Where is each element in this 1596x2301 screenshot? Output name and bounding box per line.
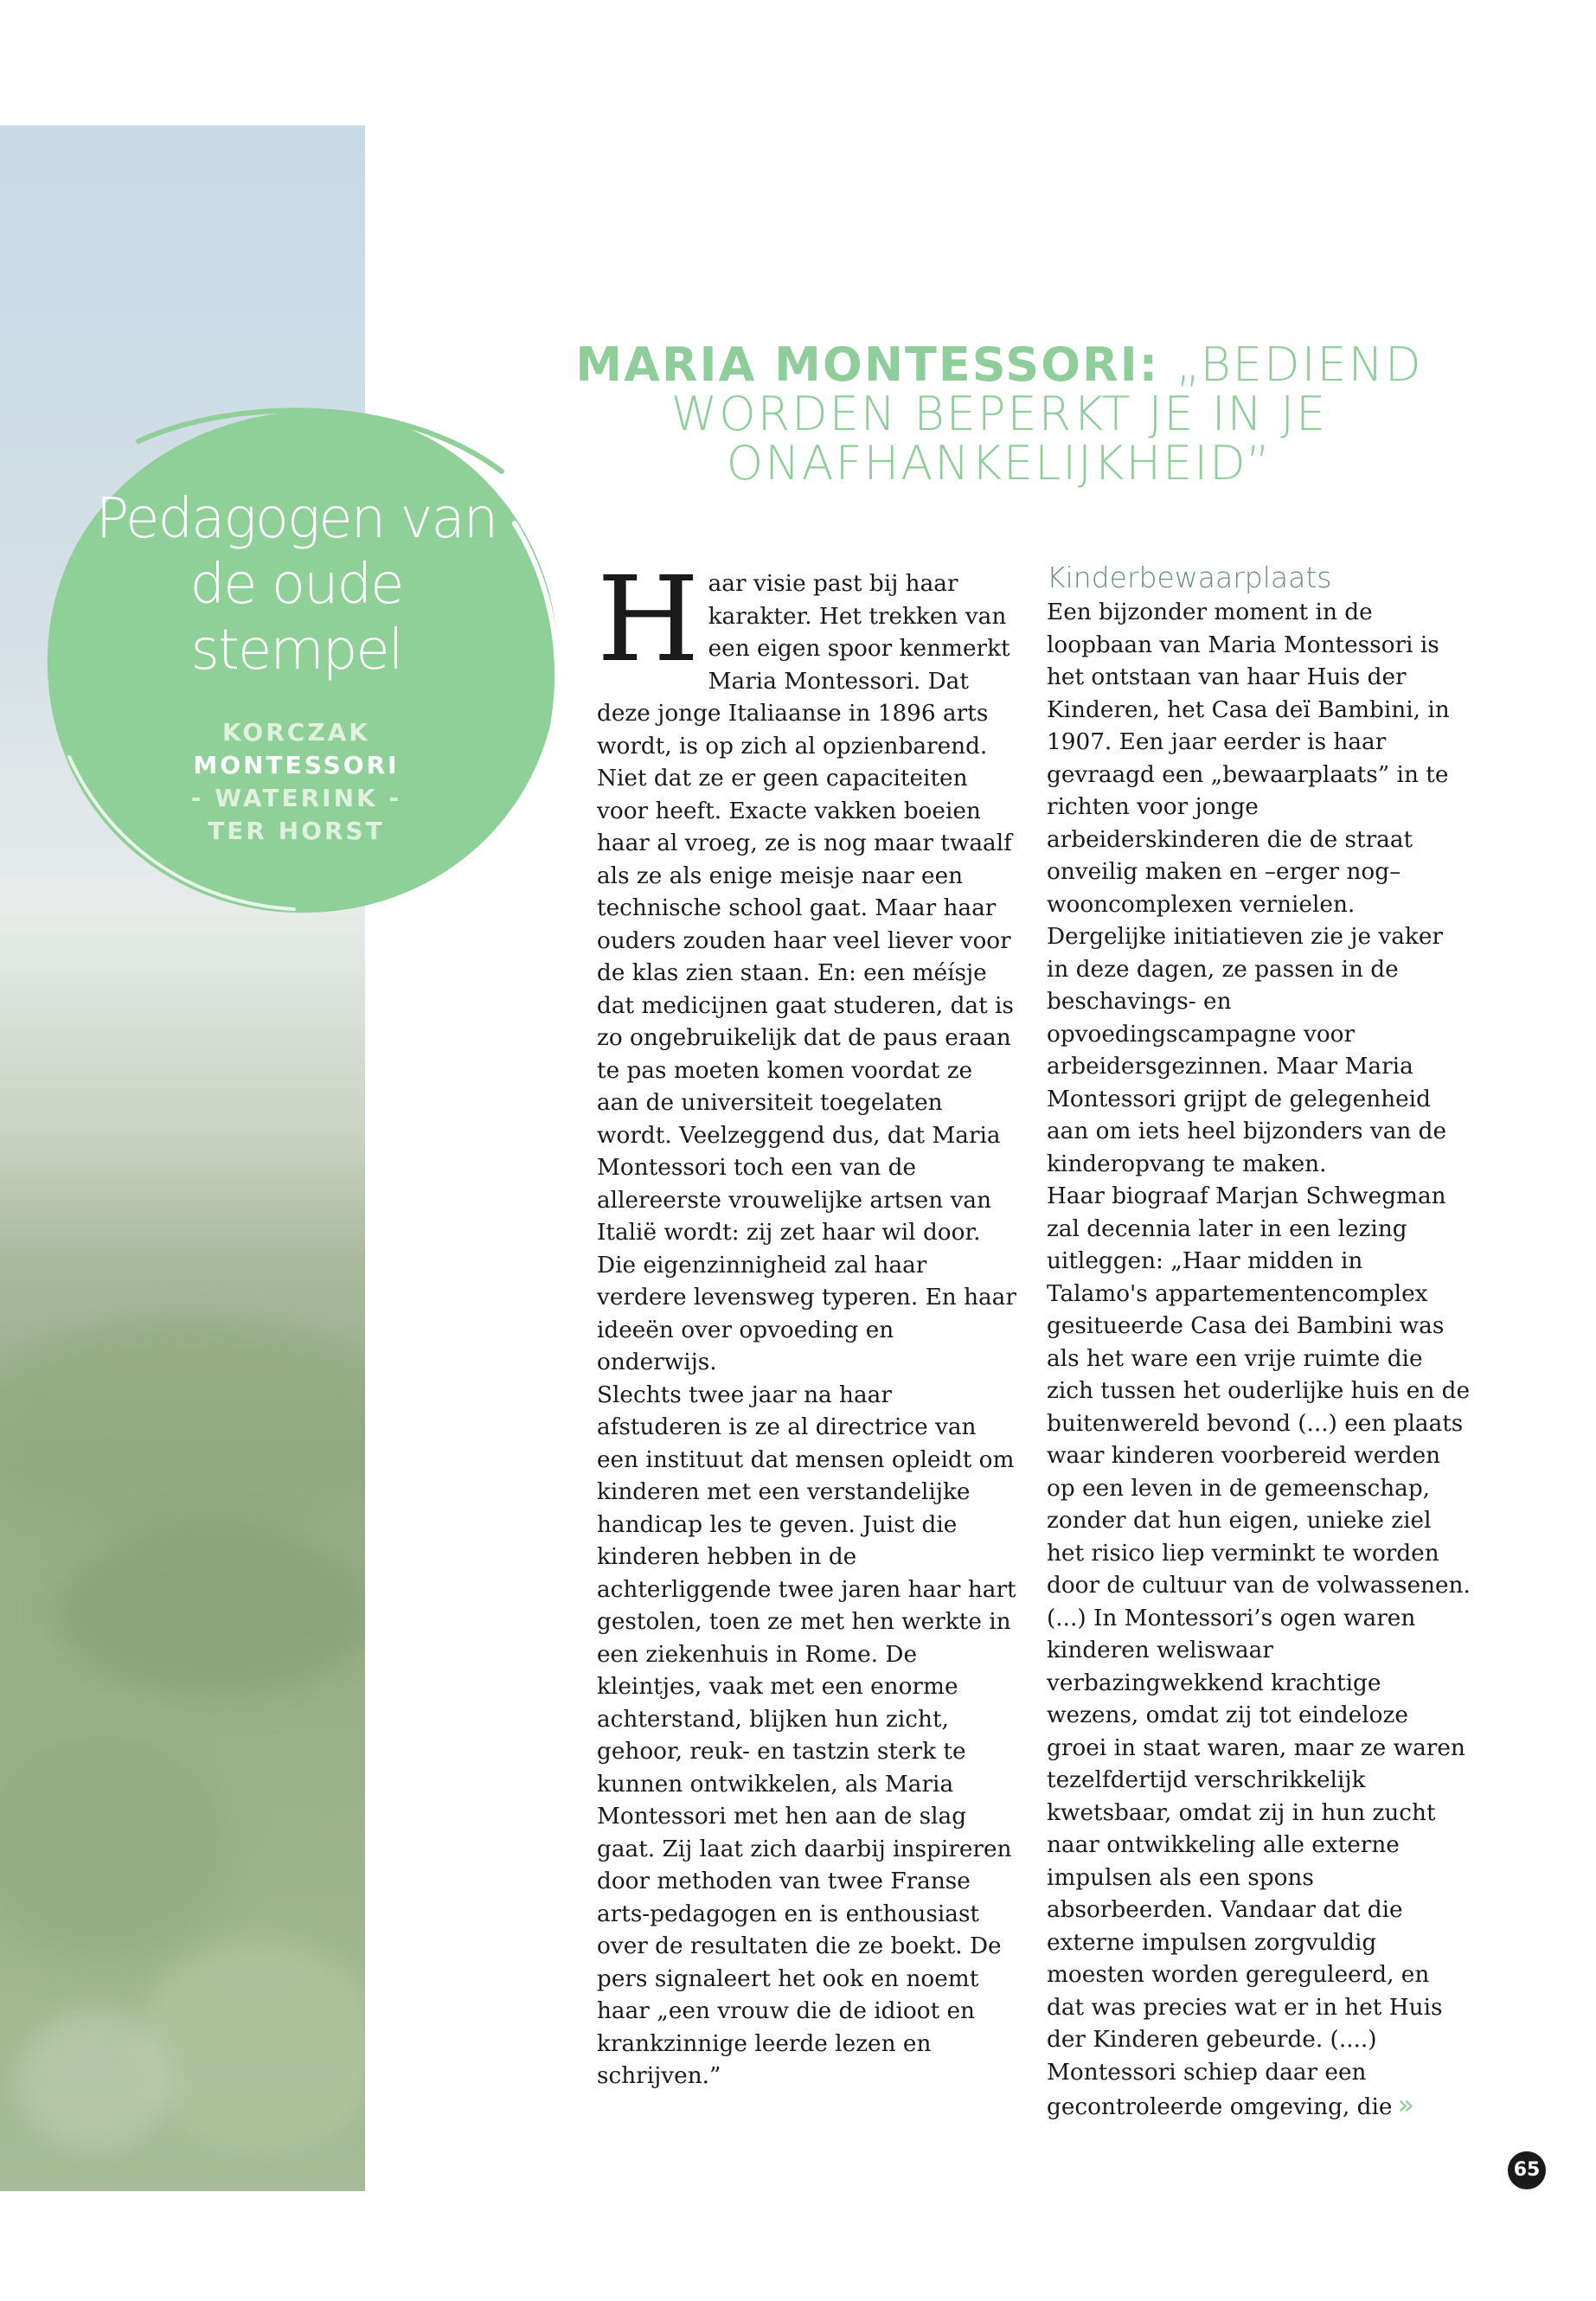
foliage-blob <box>0 1319 365 1544</box>
body-paragraph-text: Haar biograaf Marjan Schwegman zal decennia later in een lezing uitleggen: „Haar midden in Talamo's appartementencomplex gesitueerde Casa dei Bambini was als het ware een vrije ruimte die zich tussen het ouderlijke huis en de buitenwereld bevond (...) een plaats waar kinderen voorbereid werden op een leven in de gemeenschap, zonder dat hun eigen, unieke ziel het risico liep verminkt te worden door de cultuur van de volwassenen. (...) In Montessori’s ogen waren kinderen weliswaar verbazingwekkend krachtige wezens, omdat zij tot eindeloze groei in staat waren, maar ze waren tezelfdertijd verschrikkelijk kwetsbaar, omdat zij in hun zucht naar ontwikkeling alle externe impulsen als een spons absorbeerden. Vandaar dat die externe impulsen zorgvuldig moesten worden gereguleerd, en dat was precies wat er in het Huis der Kinderen gebeurde. (....) Montessori schiep daar een gecontroleerde omgeving, die <box>1047 1183 1471 2120</box>
article-left-column <box>597 552 1016 2093</box>
drop-cap: H <box>597 552 700 689</box>
body-paragraph: Een bijzonder moment in de loopbaan van Maria Montessori is het ontstaan van haar Huis der Kinderen, het Casa deï Bambini, in 1907. Een jaar eerder is haar gevraagd een „bewaarplaats” in te richten voor jonge arbeiderskinderen die de straat onveilig maken en –erger nog– wooncomplexen vernielen. Dergelijke initiatieven zie je vaker in deze dagen, ze passen in de beschavings- en opvoedingscampagne voor arbeidersgezinnen. Maar Maria Montessori grijpt de gelegenheid aan om iets heel bijzonders van de kinderopvang te maken. <box>1047 599 1450 1177</box>
double-chevron-right-icon: » <box>1397 2088 1415 2121</box>
foliage-blob <box>138 1942 365 2150</box>
foliage-blob <box>17 2011 173 2150</box>
foliage-blob <box>52 1527 365 1700</box>
sidebar-name: TER HORST <box>208 817 385 845</box>
body-paragraph: aar visie past bij haar karakter. Het trekken van een eigen spoor kenmerkt Maria Montessori. Dat deze jonge Italiaanse in 1896 arts wordt, is op zich al opzienbarend. Niet dat ze er geen capaciteiten voor heeft. Exacte vakken boeien haar al vroeg, ze is nog maar twaalf als ze als enige meisje naar een technische school gaat. Maar haar ouders zouden haar veel liever voor de klas zien staan. En: een méísje dat medicijnen gaat studeren, dat is zo ongebruikelijk dat de paus eraan te pas moeten komen voordat ze aan de universiteit toegelaten wordt. Veelzeggend dus, dat Maria Montessori toch een van de allereerste vrouwelijke artsen van Italië wordt: zij zet haar wil door. Die eigenzinnigheid zal haar verdere levensweg typeren. En haar ideeën over opvoeding en onderwijs. <box>597 571 1016 1375</box>
foliage-blob <box>0 1734 234 1959</box>
sidebar-name-highlighted: MONTESSORI <box>193 751 400 779</box>
sidebar-title: Pedagogen van de oude stempel <box>95 487 497 683</box>
sidebar-names-list <box>138 716 454 848</box>
article-headline <box>571 337 1427 490</box>
sidebar-name: - WATERINK - <box>190 784 402 812</box>
headline-bold: MARIA MONTESSORI: <box>575 337 1160 392</box>
headline-light: „BEDIEND WORDEN BEPERKT JE IN JE ONAFHANKELIJKHEID” <box>670 337 1423 490</box>
section-subheading: Kinderbewaarplaats <box>1047 561 1332 594</box>
sidebar-name: KORCZAK <box>221 718 371 747</box>
body-paragraph <box>1047 1181 1471 2125</box>
article-right-column <box>1047 559 1471 2125</box>
body-paragraph: Slechts twee jaar na haar afstuderen is ze al directrice van een instituut dat mensen opleidt om kinderen met een verstandelijke handicap les te geven. Juist die kinderen hebben in de achterliggende twee jaren haar hart gestolen, toen ze met hen werkte in een ziekenhuis in Rome. De kleintjes, vaak met een enorme achterstand, blijken hun zicht, gehoor, reuk- en tastzin sterk te kunnen ontwikkelen, als Maria Montessori met hen aan de slag gaat. Zij laat zich daarbij inspireren door methoden van twee Franse arts-pedagogen en is enthousiast over de resultaten die ze boekt. De pers signaleert het ook en noemt haar „een vrouw die de idioot en krankzinnige leerde lezen en schrijven.” <box>597 1381 1016 2089</box>
page-number: 65 <box>1508 2151 1546 2189</box>
